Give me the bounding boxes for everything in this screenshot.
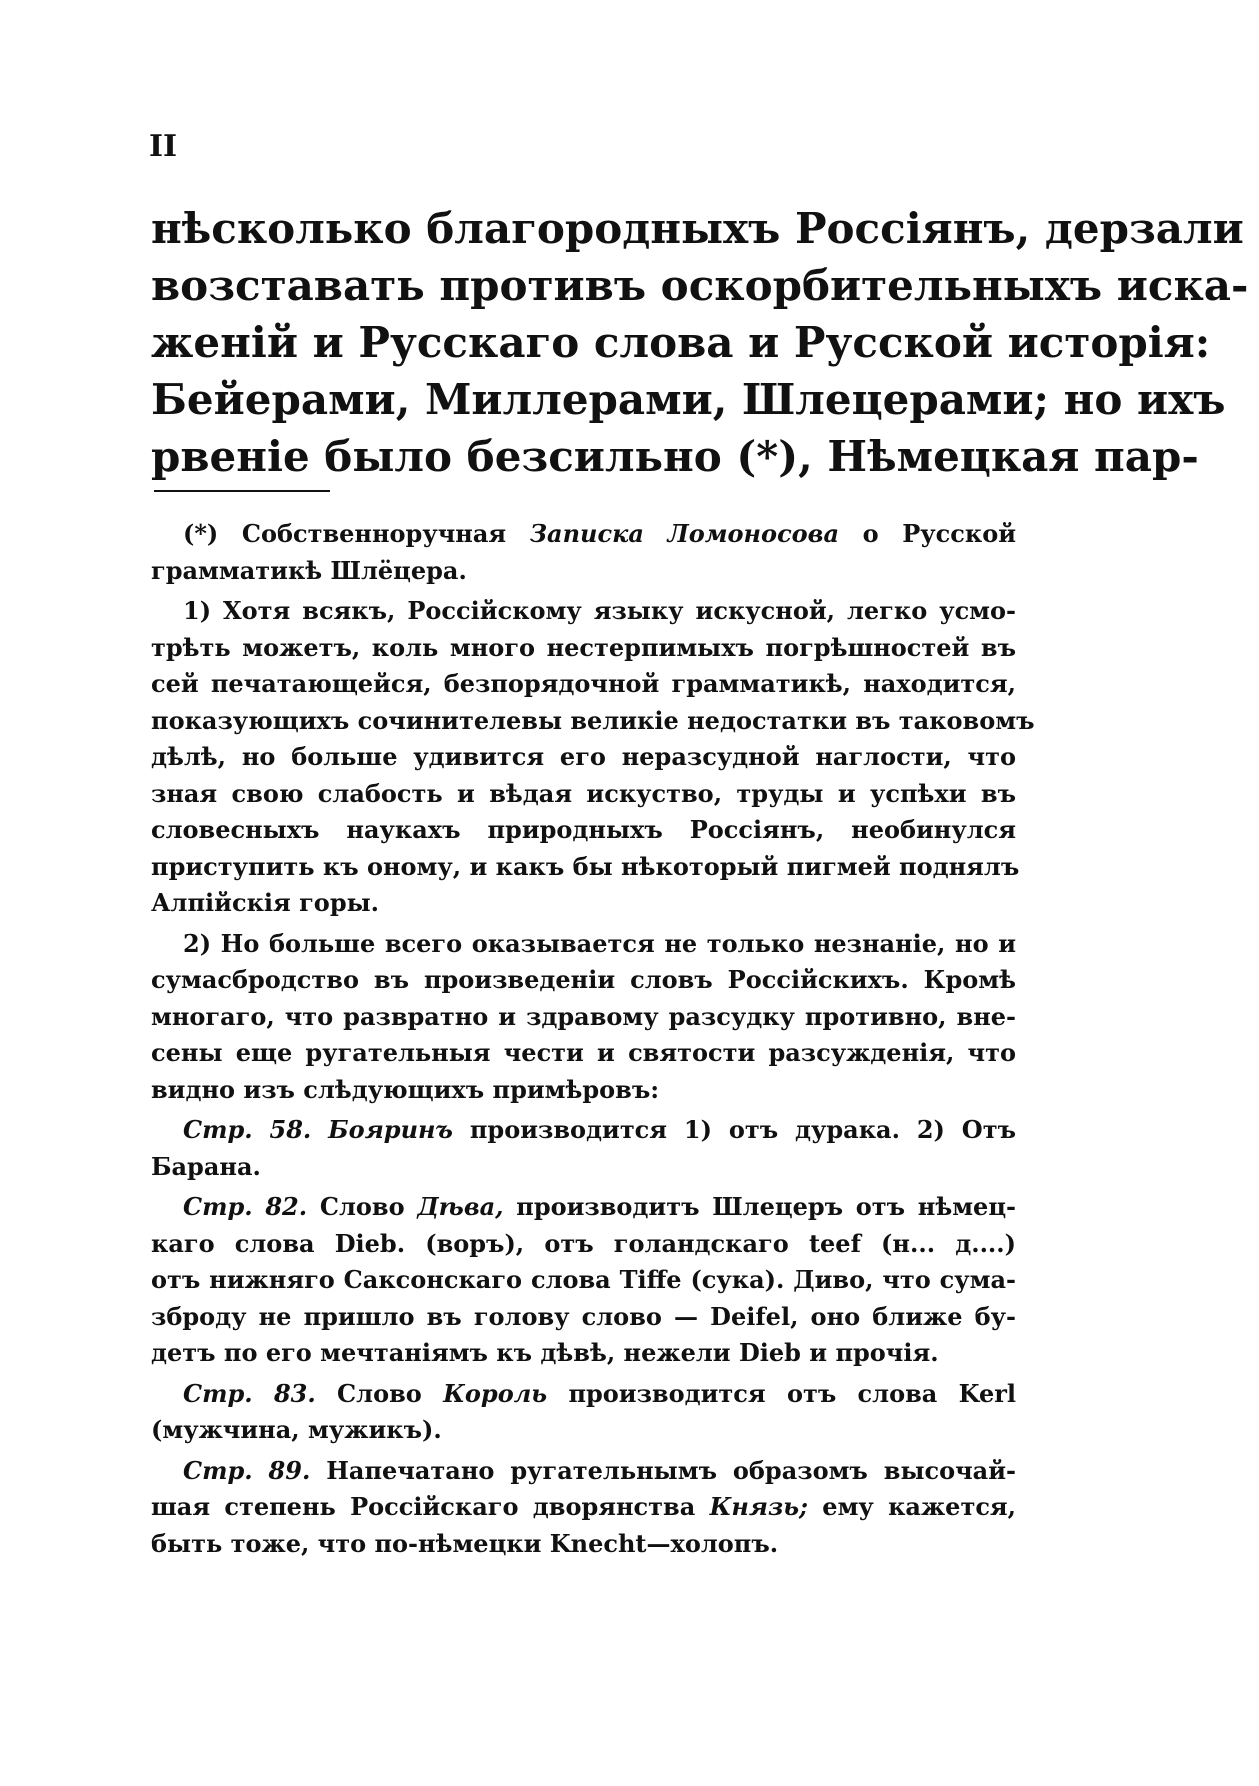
footnote-line: [151, 1453, 1016, 1490]
footnote-italic-title: Записка Ломоносова: [529, 519, 839, 548]
footnote-line: сены еще ругательныя чести и святости разсужденія, что: [151, 1038, 1016, 1067]
main-text-line: Бейерами, Миллерами, Шлецерами; но ихъ: [151, 375, 1226, 424]
page-ref-label: Стр. 89.: [183, 1455, 311, 1485]
footnote-divider: [154, 490, 330, 492]
footnote-line: многаго, что развратно и здравому разсудку противно, вне-: [151, 1001, 1016, 1031]
footnote-line: 1) Хотя всякъ, Россійскому языку искусной, легко усмо-: [183, 596, 1016, 625]
footnote-text: ему кажется,: [822, 1492, 1017, 1521]
main-text-line: женій и Русскаго слова и Русской исторія:: [151, 318, 1211, 367]
footnote-line: [151, 1189, 1016, 1226]
footnote-line: Барана.: [151, 1151, 261, 1181]
footnote-line: детъ по его мечтаніямъ къ дѣвѣ, нежели Dieb и прочія.: [151, 1338, 939, 1367]
footnote-text: Слово: [319, 1192, 405, 1221]
footnote-line: приступить къ оному, и какъ бы нѣкоторый пигмей поднялъ: [151, 851, 1020, 881]
footnote-line: каго слова Dieb. (воръ), отъ голандскаго teef (н... д....): [151, 1228, 1016, 1258]
footnote-item-2: [151, 926, 1016, 1109]
main-text-line: нѣсколько благородныхъ Россіянъ, дерзали: [151, 204, 1244, 253]
footnote-line: трѣть можетъ, коль много нестерпимыхъ погрѣшностей въ: [151, 632, 1016, 662]
footnote-line: Алпійскія горы.: [151, 888, 380, 917]
footnote-text: производится отъ слова Kerl: [568, 1378, 1017, 1408]
footnote-text: Напечатано ругательнымъ образомъ высочай-: [326, 1455, 1016, 1485]
page-reference-83: [151, 1376, 1016, 1449]
main-text-line: возставать противъ оскорбительныхъ иска-: [151, 261, 1249, 310]
main-text-line: рвеніе было безсильно (*), Нѣмецкая пар-: [151, 432, 1199, 481]
footnote-item-1: [151, 593, 1035, 922]
footnote-line: [151, 1489, 1016, 1526]
page-ref-label: Стр. 58.: [183, 1115, 312, 1144]
footnote-line: словесныхъ наукахъ природныхъ Россіянъ, необинулся: [151, 815, 1016, 844]
page-number: II: [149, 129, 178, 164]
italic-word: Князь;: [709, 1492, 808, 1521]
footnote-marker-text: (*) Собственноручная: [183, 519, 507, 548]
footnote-line: [151, 1376, 1016, 1413]
footnote-line: (мужчина, мужикъ).: [151, 1415, 442, 1444]
page-reference-82: [151, 1189, 1016, 1372]
footnote-line: [151, 516, 1016, 553]
footnote-line: зная свою слабость и вѣдая искуство, труды и успѣхи въ: [151, 778, 1016, 808]
footnote-text: Слово: [337, 1378, 422, 1408]
footnote-line: 2) Но больше всего оказывается не только незнаніе, но и: [183, 928, 1016, 958]
footnote-text: производится 1) отъ дурака. 2) Отъ: [469, 1115, 1016, 1144]
footnote-text: о Русской: [862, 519, 1016, 548]
footnote-intro: [151, 516, 1016, 589]
footnote-text: шая степень Россійскаго дворянства: [151, 1492, 696, 1521]
page-ref-label: Стр. 82.: [183, 1192, 308, 1221]
footnote-line: отъ нижняго Саксонскаго слова Tiffe (сука). Диво, что сума-: [151, 1265, 1016, 1294]
footnote-line: сумасбродство въ произведеніи словъ Россійскихъ. Кромѣ: [151, 965, 1016, 994]
italic-word: Дѣва,: [417, 1192, 504, 1221]
footnote-line: видно изъ слѣдующихъ примѣровъ:: [151, 1074, 660, 1104]
main-text-block: [151, 200, 1249, 485]
footnote-line: быть тоже, что по-нѣмецки Knecht—холопъ.: [151, 1528, 779, 1558]
footnotes-block: [151, 516, 1035, 1566]
footnote-line: [151, 1112, 1016, 1149]
page-reference-58: [151, 1112, 1016, 1185]
footnote-text: производитъ Шлецеръ отъ нѣмец-: [516, 1192, 1017, 1221]
page-reference-89: [151, 1453, 1016, 1563]
italic-word: Король: [443, 1378, 548, 1408]
footnote-line: показующихъ сочинителевы великіе недостатки въ таковомъ: [151, 705, 1035, 735]
footnote-line: дѣлѣ, но больше удивится его неразсудной наглости, что: [151, 742, 1016, 771]
page-ref-label: Стр. 83.: [183, 1378, 316, 1408]
footnote-line: сей печатающейся, безпорядочной грамматикѣ, находится,: [151, 669, 1016, 698]
italic-word: Бояринъ: [328, 1115, 453, 1144]
footnote-line: грамматикѣ Шлёцера.: [151, 555, 467, 585]
footnote-line: зброду не пришло въ голову слово — Deifel, оно ближе бу-: [151, 1301, 1016, 1331]
